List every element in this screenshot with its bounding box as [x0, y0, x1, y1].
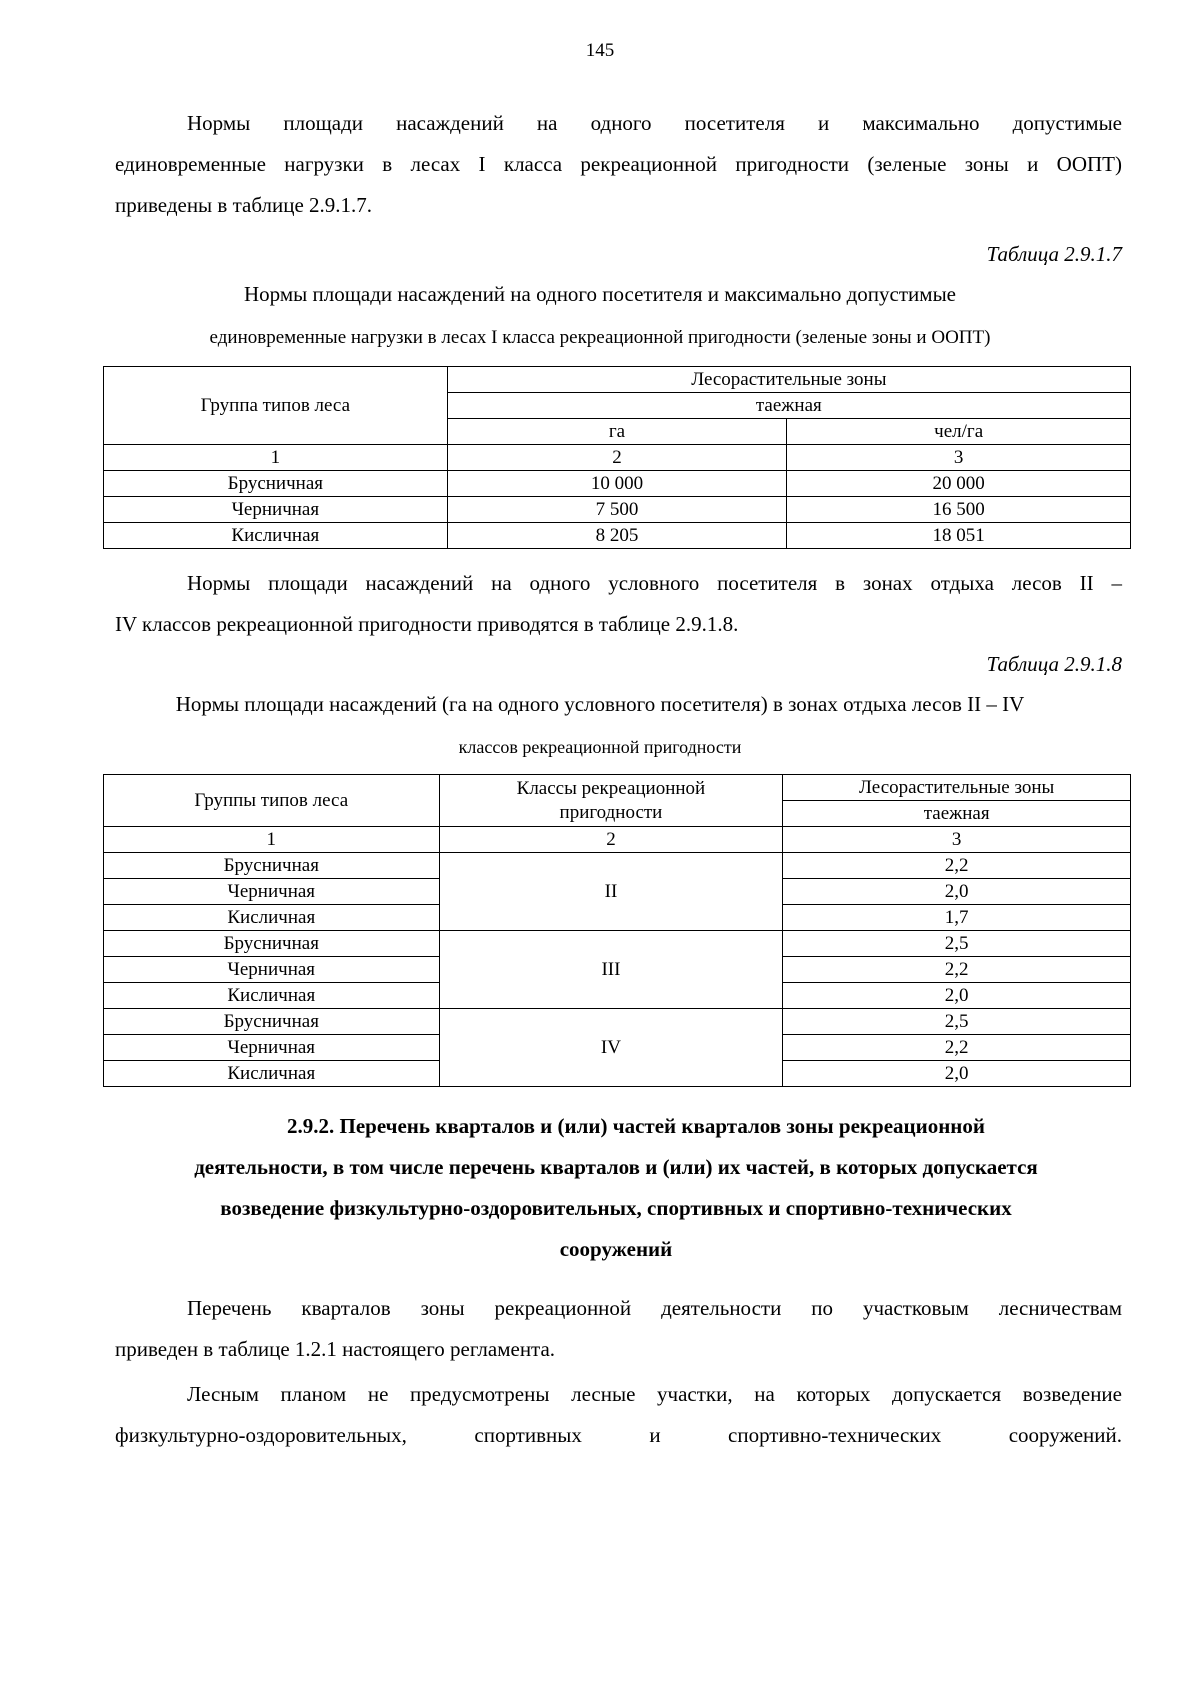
table1-header-unit-persons: чел/га: [787, 419, 1131, 445]
table-cell: Черничная: [104, 879, 440, 905]
section-heading-line-1: 2.9.2. Перечень кварталов и (или) частей кварталов зоны рекреационной: [286, 1114, 986, 1138]
table-row: [104, 931, 1131, 957]
table-cell: 2,0: [783, 1061, 1131, 1087]
table2-header-zone-name: таежная: [783, 801, 1131, 827]
table-cell: 2,2: [783, 1035, 1131, 1061]
table-cell: Брусничная: [104, 471, 448, 497]
table-cell: 7 500: [447, 497, 787, 523]
table-row: [104, 497, 1131, 523]
middle-line-1: Нормы площади насаждений на одного условного посетителя в зонах отдыха лесов II –: [187, 571, 1122, 595]
table-row: [104, 471, 1131, 497]
class-cell-III: III: [439, 931, 783, 1009]
table-cell: Кисличная: [104, 905, 440, 931]
table-cell: Брусничная: [104, 853, 440, 879]
table-cell: Брусничная: [104, 1009, 440, 1035]
section-heading: [110, 1106, 1122, 1270]
paragraph-quarters: [115, 1288, 1122, 1370]
class-cell-IV: IV: [439, 1009, 783, 1087]
table-cell: 2,0: [783, 879, 1131, 905]
table1: [103, 366, 1131, 549]
table2-label: Таблица 2.9.1.8: [986, 652, 1122, 676]
section-heading-line-4: сооружений: [559, 1237, 673, 1261]
class-cell-II: II: [439, 853, 783, 931]
table-cell: 8 205: [447, 523, 787, 549]
table-cell: 3: [787, 445, 1131, 471]
table-cell: 2,2: [783, 853, 1131, 879]
table2-header-classes: [439, 775, 783, 827]
intro-line-2: единовременные нагрузки в лесах I класса рекреационной пригодности (зеленые зоны и ООПТ): [115, 152, 1122, 176]
page-number: 145: [585, 40, 615, 61]
table1-title-line-2: единовременные нагрузки в лесах I класса рекреационной пригодности (зеленые зоны и ООПТ): [209, 327, 991, 348]
table2-header-zones: Лесорастительные зоны: [783, 775, 1131, 801]
table1-label: Таблица 2.9.1.7: [986, 242, 1122, 266]
table-cell: 2,5: [783, 1009, 1131, 1035]
paragraph-forest-plan: [115, 1374, 1122, 1456]
table-cell: 2,0: [783, 983, 1131, 1009]
intro-line-1: Нормы площади насаждений на одного посетителя и максимально допустимые: [187, 111, 1122, 135]
table1-header-zone-name: таежная: [447, 393, 1130, 419]
table2-header-classes-text: Классы рекреационной пригодности: [516, 777, 706, 823]
table-cell: Брусничная: [104, 931, 440, 957]
table1-header-zones: Лесорастительные зоны: [447, 367, 1130, 393]
table-cell: 2,5: [783, 931, 1131, 957]
table1-column-numbers: [104, 445, 1131, 471]
table-cell: 16 500: [787, 497, 1131, 523]
table2-title-line-1: Нормы площади насаждений (га на одного условного посетителя) в зонах отдыха лесов II – IV: [175, 692, 1025, 716]
table-cell: 3: [783, 827, 1131, 853]
table-cell: Черничная: [104, 1035, 440, 1061]
section-heading-line-3: возведение физкультурно-оздоровительных, спортивных и спортивно-технических: [220, 1196, 1012, 1220]
intro-paragraph: [115, 103, 1122, 226]
table-cell: 20 000: [787, 471, 1131, 497]
intro-line-3: приведены в таблице 2.9.1.7.: [115, 193, 373, 217]
table-cell: Кисличная: [104, 523, 448, 549]
table-row: [104, 1009, 1131, 1035]
table-cell: 2: [447, 445, 787, 471]
table-cell: Кисличная: [104, 1061, 440, 1087]
section-heading-line-2: деятельности, в том числе перечень кварталов и (или) их частей, в которых допускается: [194, 1155, 1038, 1179]
table2-header-group: Группы типов леса: [104, 775, 440, 827]
paragraph4-line-2: физкультурно-оздоровительных, спортивных и спортивно-технических сооружений.: [115, 1423, 1122, 1447]
table-cell: 1,7: [783, 905, 1131, 931]
table-cell: 1: [104, 445, 448, 471]
table2-column-numbers: [104, 827, 1131, 853]
table-cell: Черничная: [104, 497, 448, 523]
paragraph3-line-2: приведен в таблице 1.2.1 настоящего регламента.: [115, 1337, 556, 1361]
table1-title-line-1: Нормы площади насаждений на одного посетителя и максимально допустимые: [243, 282, 956, 306]
table-row: [104, 853, 1131, 879]
table-cell: 10 000: [447, 471, 787, 497]
table2-title-line-2: классов рекреационной пригодности: [458, 737, 742, 757]
table-cell: 18 051: [787, 523, 1131, 549]
middle-line-2: IV классов рекреационной пригодности приводятся в таблице 2.9.1.8.: [115, 612, 739, 636]
middle-paragraph: [115, 563, 1122, 645]
paragraph4-line-1: Лесным планом не предусмотрены лесные участки, на которых допускается возведение: [187, 1382, 1122, 1406]
table-cell: 2: [439, 827, 783, 853]
table-cell: 1: [104, 827, 440, 853]
table2: [103, 774, 1131, 1087]
table-cell: 2,2: [783, 957, 1131, 983]
paragraph3-line-1: Перечень кварталов зоны рекреационной деятельности по участковым лесничествам: [187, 1296, 1122, 1320]
table-cell: Черничная: [104, 957, 440, 983]
table-cell: Кисличная: [104, 983, 440, 1009]
table1-header-group: Группа типов леса: [104, 367, 448, 445]
table1-header-unit-ha: га: [447, 419, 787, 445]
table-row: [104, 523, 1131, 549]
